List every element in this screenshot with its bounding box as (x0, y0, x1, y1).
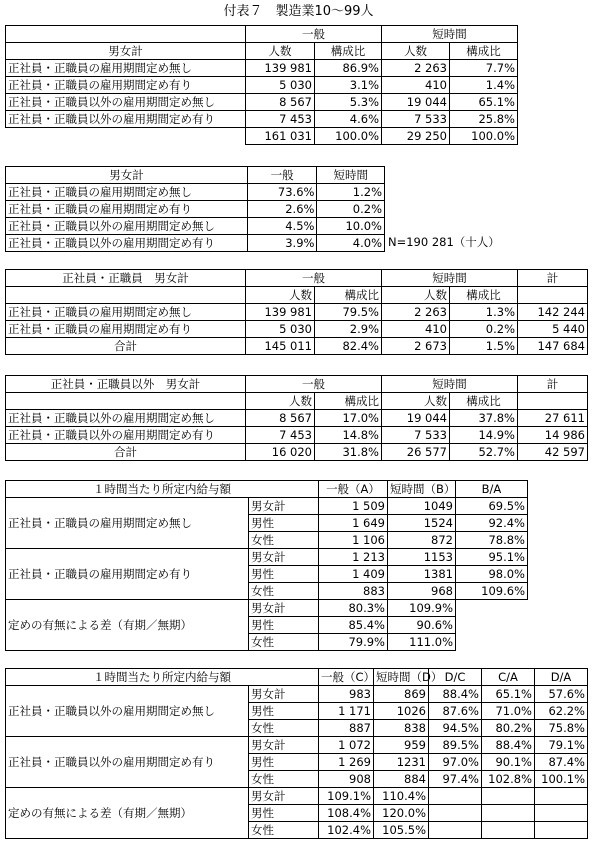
cell: 69.5% (456, 498, 528, 515)
table-row (6, 737, 588, 754)
cell: 85.4% (319, 617, 388, 634)
cell: 4.0% (317, 235, 385, 252)
cell: 5 440 (518, 321, 588, 338)
cell: 5.3% (315, 94, 382, 111)
table-row (6, 788, 588, 805)
cell: 1231 (374, 754, 429, 771)
header-b: 短時間（B） (388, 481, 456, 498)
cell: 14 986 (518, 427, 588, 444)
non-regular-staff-table (5, 375, 588, 461)
cell: 73.6% (247, 184, 317, 201)
header-ratio: 構成比 (450, 43, 518, 60)
cell: 102.8% (482, 771, 535, 788)
cell: 92.4% (456, 515, 528, 532)
cell: 2 263 (382, 304, 450, 321)
blank-cell (6, 287, 246, 304)
cell: 29 250 (382, 128, 450, 145)
header-blank (6, 26, 246, 43)
empty-cell (429, 805, 482, 822)
header-c: 一般（C） (319, 669, 374, 686)
cell: 71.0% (482, 703, 535, 720)
table-row (6, 427, 588, 444)
row-label: 正社員・正職員以外の雇用期間定め有り (6, 235, 248, 252)
cell: 884 (374, 771, 429, 788)
cell: 82.4% (315, 338, 382, 355)
cell: 161 031 (246, 128, 315, 145)
cell: 109.6% (456, 583, 528, 600)
header-count: 人数 (382, 287, 450, 304)
cell: 2 673 (382, 338, 450, 355)
cell: 26 577 (382, 444, 450, 461)
header-ratio: 構成比 (315, 393, 382, 410)
cell: 142 244 (518, 304, 588, 321)
cell: 869 (374, 686, 429, 703)
table-row (6, 321, 588, 338)
cell: 2.6% (247, 201, 317, 218)
cell: 1 509 (319, 498, 388, 515)
share-table-all (5, 166, 385, 252)
header-short: 短時間 (382, 270, 518, 287)
cell: 80.2% (482, 720, 535, 737)
row-label: 正社員・正職員の雇用期間定め有り (6, 77, 246, 94)
blank-cell (456, 634, 528, 651)
cell: 62.2% (535, 703, 588, 720)
header-label: １時間当たり所定内給与額 (6, 669, 319, 686)
empty-cell (429, 822, 482, 839)
hourly-wage-regular-table (5, 480, 528, 651)
cell: 1524 (388, 515, 456, 532)
table-row (6, 686, 588, 703)
header-count: 人数 (382, 43, 450, 60)
header-total: 計 (518, 270, 588, 287)
cell: 968 (388, 583, 456, 600)
sex-label: 男性 (249, 754, 319, 771)
header-ba: B/A (456, 481, 528, 498)
empty-cell (482, 822, 535, 839)
cell: 1381 (388, 566, 456, 583)
table-row (6, 201, 385, 218)
header-general: 一般 (247, 167, 317, 184)
cell: 887 (319, 720, 374, 737)
cell: 88.4% (482, 737, 535, 754)
cell: 25.8% (450, 111, 518, 128)
cell: 1 072 (319, 737, 374, 754)
cell: 7 533 (382, 111, 450, 128)
sex-label: 男女計 (249, 737, 319, 754)
table-row (6, 94, 518, 111)
sum-row (6, 338, 588, 355)
cell: 145 011 (246, 338, 315, 355)
cell: 7 453 (246, 427, 315, 444)
cell: 5 030 (246, 77, 315, 94)
header-general: 一般 (246, 376, 382, 393)
row-label: 合計 (6, 338, 246, 355)
cell: 27 611 (518, 410, 588, 427)
cell: 7 453 (246, 111, 315, 128)
row-label: 正社員・正職員の雇用期間定め無し (6, 184, 248, 201)
cell: 10.0% (317, 218, 385, 235)
total-row (6, 128, 518, 145)
cell: 31.8% (315, 444, 382, 461)
cell: 14.9% (450, 427, 518, 444)
page-title: 付表７ 製造業10〜99人 (223, 4, 374, 19)
blank-cell (6, 128, 246, 145)
cell: 139 981 (246, 60, 315, 77)
cell: 98.0% (456, 566, 528, 583)
header-ratio: 構成比 (315, 287, 382, 304)
group-label: 正社員・正職員以外の雇用期間定め無し (6, 686, 249, 737)
cell: 1.4% (450, 77, 518, 94)
cell: 908 (319, 771, 374, 788)
sex-label: 男性 (249, 617, 319, 634)
cell: 110.4% (374, 788, 429, 805)
table-row (6, 77, 518, 94)
cell: 100.0% (315, 128, 382, 145)
composition-table-all (5, 25, 518, 145)
row-label: 正社員・正職員以外の雇用期間定め無し (6, 218, 248, 235)
cell: 838 (374, 720, 429, 737)
cell: 2.9% (315, 321, 382, 338)
header-label: 正社員・正職員 男女計 (6, 270, 246, 287)
cell: 94.5% (429, 720, 482, 737)
cell: 80.3% (319, 600, 388, 617)
header-count: 人数 (246, 393, 315, 410)
sex-label: 女性 (249, 634, 319, 651)
cell: 90.1% (482, 754, 535, 771)
row-label: 正社員・正職員の雇用期間定め無し (6, 304, 246, 321)
cell: 109.1% (319, 788, 374, 805)
cell: 883 (319, 583, 388, 600)
cell: 1 409 (319, 566, 388, 583)
empty-cell (535, 788, 588, 805)
cell: 52.7% (450, 444, 518, 461)
blank-cell (518, 393, 588, 410)
header-short: 短時間 (382, 376, 518, 393)
header-d: 短時間（D） (374, 669, 429, 686)
cell: 79.1% (535, 737, 588, 754)
header-short: 短時間 (382, 26, 518, 43)
table-row (6, 60, 518, 77)
cell: 95.1% (456, 549, 528, 566)
row-label: 正社員・正職員の雇用期間定め有り (6, 201, 248, 218)
cell: 90.6% (388, 617, 456, 634)
header-label: 男女計 (6, 167, 248, 184)
cell: 65.1% (450, 94, 518, 111)
empty-cell (535, 805, 588, 822)
sum-row (6, 444, 588, 461)
cell: 1 213 (319, 549, 388, 566)
cell: 105.5% (374, 822, 429, 839)
cell: 19 044 (382, 94, 450, 111)
cell: 42 597 (518, 444, 588, 461)
sex-label: 男性 (249, 566, 319, 583)
sex-label: 女性 (249, 720, 319, 737)
sex-label: 女性 (249, 771, 319, 788)
sex-label: 女性 (249, 583, 319, 600)
header-short: 短時間 (317, 167, 385, 184)
group-label: 正社員・正職員の雇用期間定め有り (6, 549, 249, 600)
row-label: 正社員・正職員の雇用期間定め有り (6, 321, 246, 338)
cell: 1.2% (317, 184, 385, 201)
sex-label: 女性 (249, 532, 319, 549)
cell: 14.8% (315, 427, 382, 444)
table-row (6, 218, 385, 235)
cell: 79.9% (319, 634, 388, 651)
cell: 89.5% (429, 737, 482, 754)
cell: 17.0% (315, 410, 382, 427)
row-label: 正社員・正職員の雇用期間定め無し (6, 60, 246, 77)
cell: 1.5% (450, 338, 518, 355)
header-count: 人数 (246, 43, 315, 60)
cell: 102.4% (319, 822, 374, 839)
cell: 97.4% (429, 771, 482, 788)
cell: 100.1% (535, 771, 588, 788)
cell: 7 533 (382, 427, 450, 444)
cell: 1153 (388, 549, 456, 566)
cell: 872 (388, 532, 456, 549)
cell: 100.0% (450, 128, 518, 145)
table-row (6, 304, 588, 321)
cell: 19 044 (382, 410, 450, 427)
cell: 147 684 (518, 338, 588, 355)
header-dc: D/C (429, 669, 482, 686)
header-count: 人数 (382, 393, 450, 410)
header-label: 男女計 (6, 43, 246, 60)
sex-label: 男女計 (249, 600, 319, 617)
group-label: 定めの有無による差（有期／無期） (6, 600, 249, 651)
table-row (6, 410, 588, 427)
header-label: 正社員・正職員以外 男女計 (6, 376, 246, 393)
cell: 3.1% (315, 77, 382, 94)
blank-cell (518, 287, 588, 304)
cell: 1 171 (319, 703, 374, 720)
sex-label: 男性 (249, 515, 319, 532)
empty-cell (535, 822, 588, 839)
cell: 108.4% (319, 805, 374, 822)
cell: 111.0% (388, 634, 456, 651)
cell: 1 269 (319, 754, 374, 771)
regular-staff-table (5, 269, 588, 355)
blank-cell (456, 617, 528, 634)
row-label: 正社員・正職員以外の雇用期間定め有り (6, 427, 246, 444)
cell: 7.7% (450, 60, 518, 77)
cell: 1 649 (319, 515, 388, 532)
cell: 87.4% (535, 754, 588, 771)
table-row (6, 498, 528, 515)
sex-label: 男女計 (249, 549, 319, 566)
header-ratio: 構成比 (450, 287, 518, 304)
cell: 75.8% (535, 720, 588, 737)
cell: 410 (382, 321, 450, 338)
blank-cell (6, 393, 246, 410)
cell: 78.8% (456, 532, 528, 549)
table-row (6, 235, 385, 252)
header-ratio: 構成比 (450, 393, 518, 410)
sex-label: 女性 (249, 822, 319, 839)
empty-cell (482, 788, 535, 805)
cell: 4.6% (315, 111, 382, 128)
cell: 0.2% (450, 321, 518, 338)
cell: 959 (374, 737, 429, 754)
cell: 410 (382, 77, 450, 94)
header-da: D/A (535, 669, 588, 686)
table-row (6, 184, 385, 201)
header-label: １時間当たり所定内給与額 (6, 481, 319, 498)
header-count: 人数 (246, 287, 315, 304)
header-a: 一般（A） (319, 481, 388, 498)
header-total: 計 (518, 376, 588, 393)
cell: 5 030 (246, 321, 315, 338)
cell: 2 263 (382, 60, 450, 77)
cell: 109.9% (388, 600, 456, 617)
cell: 16 020 (246, 444, 315, 461)
cell: 1049 (388, 498, 456, 515)
cell: 87.6% (429, 703, 482, 720)
empty-cell (482, 805, 535, 822)
header-general: 一般 (246, 26, 382, 43)
hourly-wage-non-regular-table (5, 668, 588, 839)
row-label: 正社員・正職員以外の雇用期間定め有り (6, 111, 246, 128)
cell: 3.9% (247, 235, 317, 252)
cell: 1 106 (319, 532, 388, 549)
empty-cell (429, 788, 482, 805)
cell: 37.8% (450, 410, 518, 427)
row-label: 正社員・正職員以外の雇用期間定め無し (6, 94, 246, 111)
cell: 86.9% (315, 60, 382, 77)
cell: 79.5% (315, 304, 382, 321)
sample-size-note: N=190 281（十人） (388, 235, 500, 249)
sex-label: 男女計 (249, 686, 319, 703)
blank-cell (456, 600, 528, 617)
sex-label: 男性 (249, 805, 319, 822)
sex-label: 男女計 (249, 498, 319, 515)
cell: 97.0% (429, 754, 482, 771)
cell: 120.0% (374, 805, 429, 822)
group-label: 正社員・正職員以外の雇用期間定め有り (6, 737, 249, 788)
cell: 0.2% (317, 201, 385, 218)
group-label: 正社員・正職員の雇用期間定め無し (6, 498, 249, 549)
table-row (6, 549, 528, 566)
cell: 57.6% (535, 686, 588, 703)
group-label: 定めの有無による差（有期／無期） (6, 788, 249, 839)
cell: 8 567 (246, 410, 315, 427)
row-label: 正社員・正職員以外の雇用期間定め無し (6, 410, 246, 427)
cell: 1.3% (450, 304, 518, 321)
cell: 4.5% (247, 218, 317, 235)
sex-label: 男女計 (249, 788, 319, 805)
cell: 983 (319, 686, 374, 703)
table-row (6, 600, 528, 617)
cell: 8 567 (246, 94, 315, 111)
cell: 1026 (374, 703, 429, 720)
header-ca: C/A (482, 669, 535, 686)
sex-label: 男性 (249, 703, 319, 720)
cell: 88.4% (429, 686, 482, 703)
table-row (6, 111, 518, 128)
header-general: 一般 (246, 270, 382, 287)
cell: 139 981 (246, 304, 315, 321)
row-label: 合計 (6, 444, 246, 461)
header-ratio: 構成比 (315, 43, 382, 60)
cell: 65.1% (482, 686, 535, 703)
